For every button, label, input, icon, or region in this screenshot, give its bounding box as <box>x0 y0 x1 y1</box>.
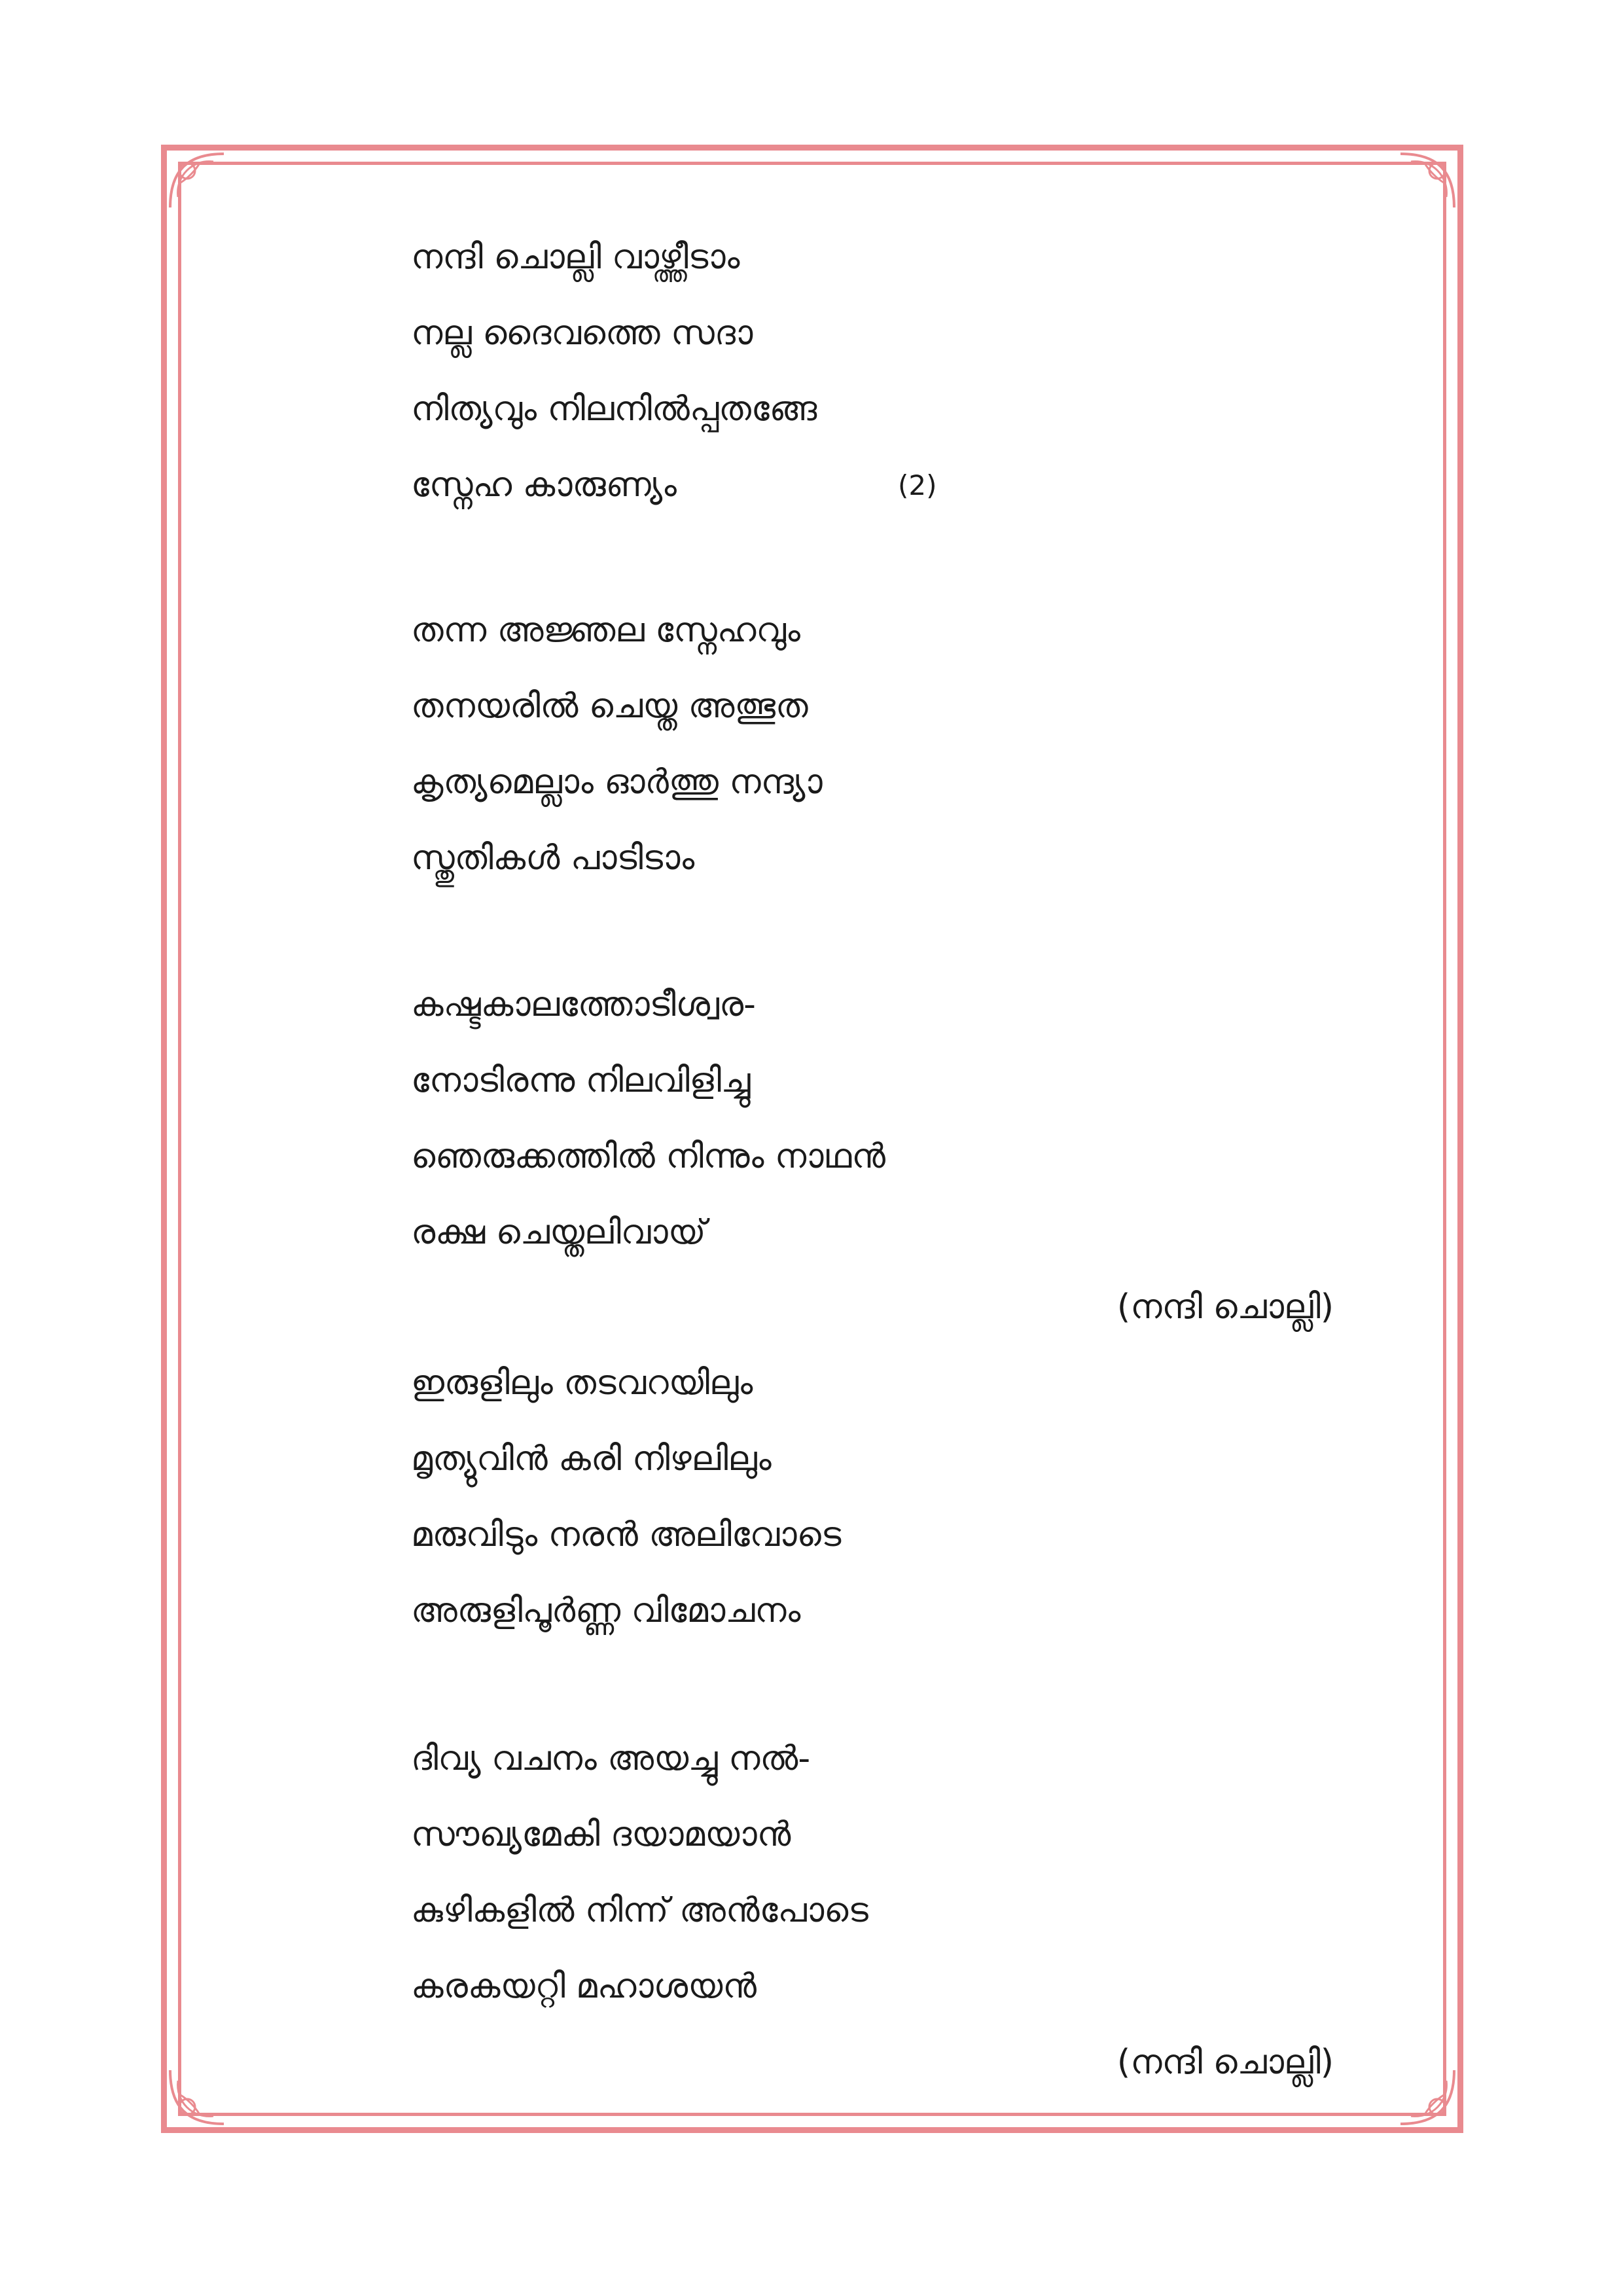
lyric-line: നിത്യവും നിലനിൽപ്പതങ്ങേ <box>411 389 817 429</box>
lyric-line: തനയരിൽ ചെയ്ത അത്ഭുത <box>411 687 808 726</box>
lyric-line: നോടിരന്നു നിലവിളിച്ചു <box>411 1061 751 1100</box>
lyric-line: മരുവിടും നരൻ അലിവോടെ <box>411 1515 842 1554</box>
lyric-line: കൃത്യമെല്ലാം ഓർത്തു നന്ദ്യാ <box>411 762 823 802</box>
refrain-marker: (നന്ദി ചൊല്ലി) <box>1116 1287 1334 1327</box>
lyric-line: നല്ല ദൈവത്തെ സദാ <box>411 314 753 353</box>
lyric-line: കഷ്ടകാലത്തോടീശ്വര- <box>411 985 756 1024</box>
lyric-line: ദിവ്യ വചനം അയച്ചു നൽ- <box>411 1739 811 1778</box>
lyric-line: സൗഖ്യമേകി ദയാമയാൻ <box>411 1815 791 1854</box>
refrain-marker: (നന്ദി ചൊല്ലി) <box>1116 2043 1334 2082</box>
lyric-line: കരകയറ്റി മഹാശയൻ <box>411 1967 757 2006</box>
lyric-line: സ്നേഹ കാരുണ്യം <box>411 465 677 505</box>
corner-ornament-bottom-left <box>161 2061 233 2133</box>
lyric-line: സ്തുതികൾ പാടിടാം <box>411 838 695 878</box>
repeat-marker: (2) <box>898 469 937 501</box>
lyric-line: ഞെരുക്കത്തിൽ നിന്നും നാഥൻ <box>411 1137 885 1176</box>
lyric-line: നന്ദി ചൊല്ലി വാഴ്ത്തീടാം <box>411 238 740 277</box>
lyric-line: അരുളിപൂർണ്ണ വിമോചനം <box>411 1591 801 1630</box>
lyric-line: തന്ന അജ്ഞല സ്നേഹവും <box>411 611 800 650</box>
lyric-line: രക്ഷ ചെയ്തലിവായ് <box>411 1213 706 1252</box>
lyric-line: ഇരുളിലും തടവറയിലും <box>411 1363 753 1403</box>
corner-ornament-bottom-right <box>1391 2061 1463 2133</box>
lyric-line: മൃത്യുവിൻ കരി നിഴലിലും <box>411 1439 772 1479</box>
corner-ornament-top-right <box>1391 145 1463 217</box>
lyric-line: കുഴികളിൽ നിന്ന് അൻപോടെ <box>411 1891 868 1930</box>
corner-ornament-top-left <box>161 145 233 217</box>
